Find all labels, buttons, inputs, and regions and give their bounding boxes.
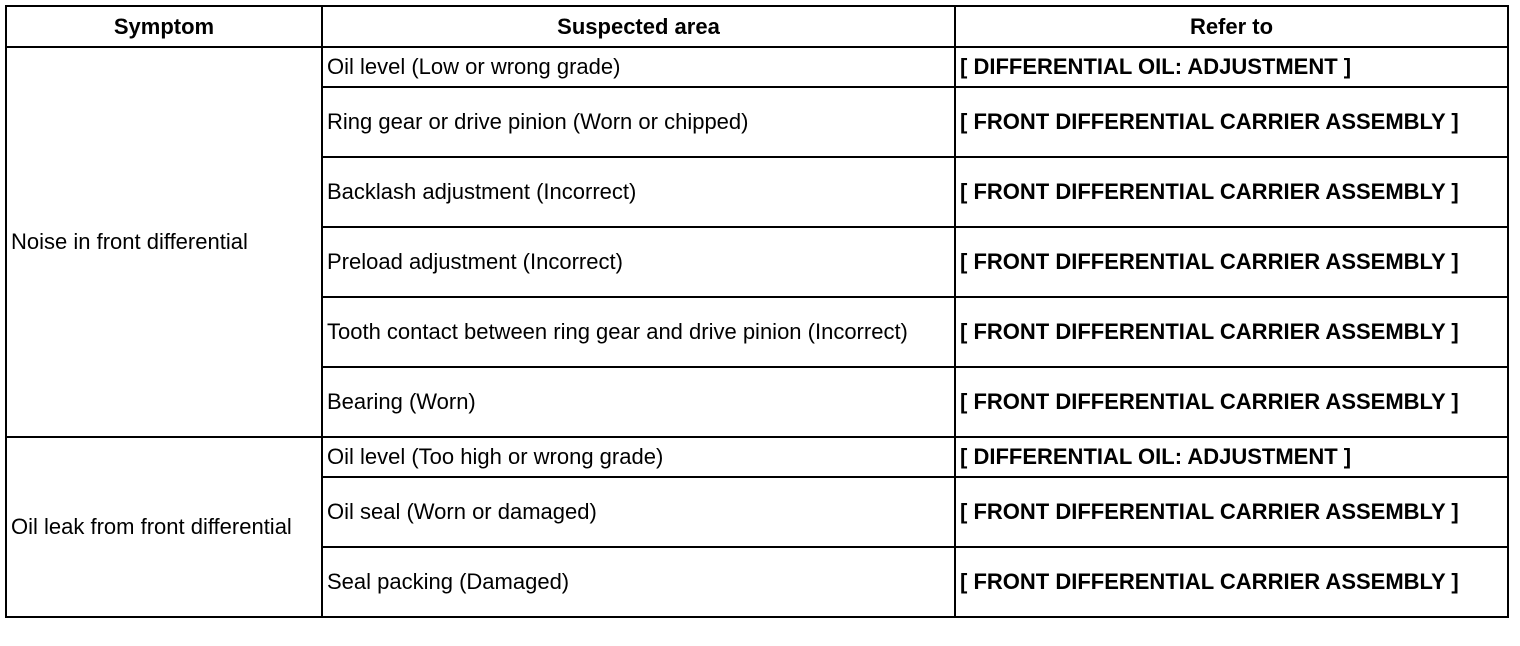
- refer-to-link[interactable]: [ FRONT DIFFERENTIAL CARRIER ASSEMBLY ]: [955, 477, 1508, 547]
- table-row: [6, 437, 1508, 477]
- symptom-cell: Noise in front differential: [6, 47, 322, 437]
- suspected-area-cell: Seal packing (Damaged): [322, 547, 955, 617]
- header-refer-to: Refer to: [955, 6, 1508, 47]
- refer-to-link[interactable]: [ DIFFERENTIAL OIL: ADJUSTMENT ]: [955, 47, 1508, 87]
- refer-to-link[interactable]: [ FRONT DIFFERENTIAL CARRIER ASSEMBLY ]: [955, 157, 1508, 227]
- refer-to-link[interactable]: [ DIFFERENTIAL OIL: ADJUSTMENT ]: [955, 437, 1508, 477]
- suspected-area-cell: Preload adjustment (Incorrect): [322, 227, 955, 297]
- refer-to-link[interactable]: [ FRONT DIFFERENTIAL CARRIER ASSEMBLY ]: [955, 297, 1508, 367]
- symptom-cell: Oil leak from front differential: [6, 437, 322, 617]
- table-row: [6, 47, 1508, 87]
- header-suspected-area: Suspected area: [322, 6, 955, 47]
- suspected-area-cell: Bearing (Worn): [322, 367, 955, 437]
- suspected-area-cell: Backlash adjustment (Incorrect): [322, 157, 955, 227]
- refer-to-link[interactable]: [ FRONT DIFFERENTIAL CARRIER ASSEMBLY ]: [955, 227, 1508, 297]
- suspected-area-cell: Ring gear or drive pinion (Worn or chipped): [322, 87, 955, 157]
- header-row: [6, 6, 1508, 47]
- refer-to-link[interactable]: [ FRONT DIFFERENTIAL CARRIER ASSEMBLY ]: [955, 367, 1508, 437]
- suspected-area-cell: Oil seal (Worn or damaged): [322, 477, 955, 547]
- suspected-area-cell: Tooth contact between ring gear and drive pinion (Incorrect): [322, 297, 955, 367]
- troubleshooting-table-container: [5, 5, 1509, 618]
- troubleshooting-table: [5, 5, 1509, 618]
- header-symptom: Symptom: [6, 6, 322, 47]
- suspected-area-cell: Oil level (Low or wrong grade): [322, 47, 955, 87]
- refer-to-link[interactable]: [ FRONT DIFFERENTIAL CARRIER ASSEMBLY ]: [955, 87, 1508, 157]
- suspected-area-cell: Oil level (Too high or wrong grade): [322, 437, 955, 477]
- refer-to-link[interactable]: [ FRONT DIFFERENTIAL CARRIER ASSEMBLY ]: [955, 547, 1508, 617]
